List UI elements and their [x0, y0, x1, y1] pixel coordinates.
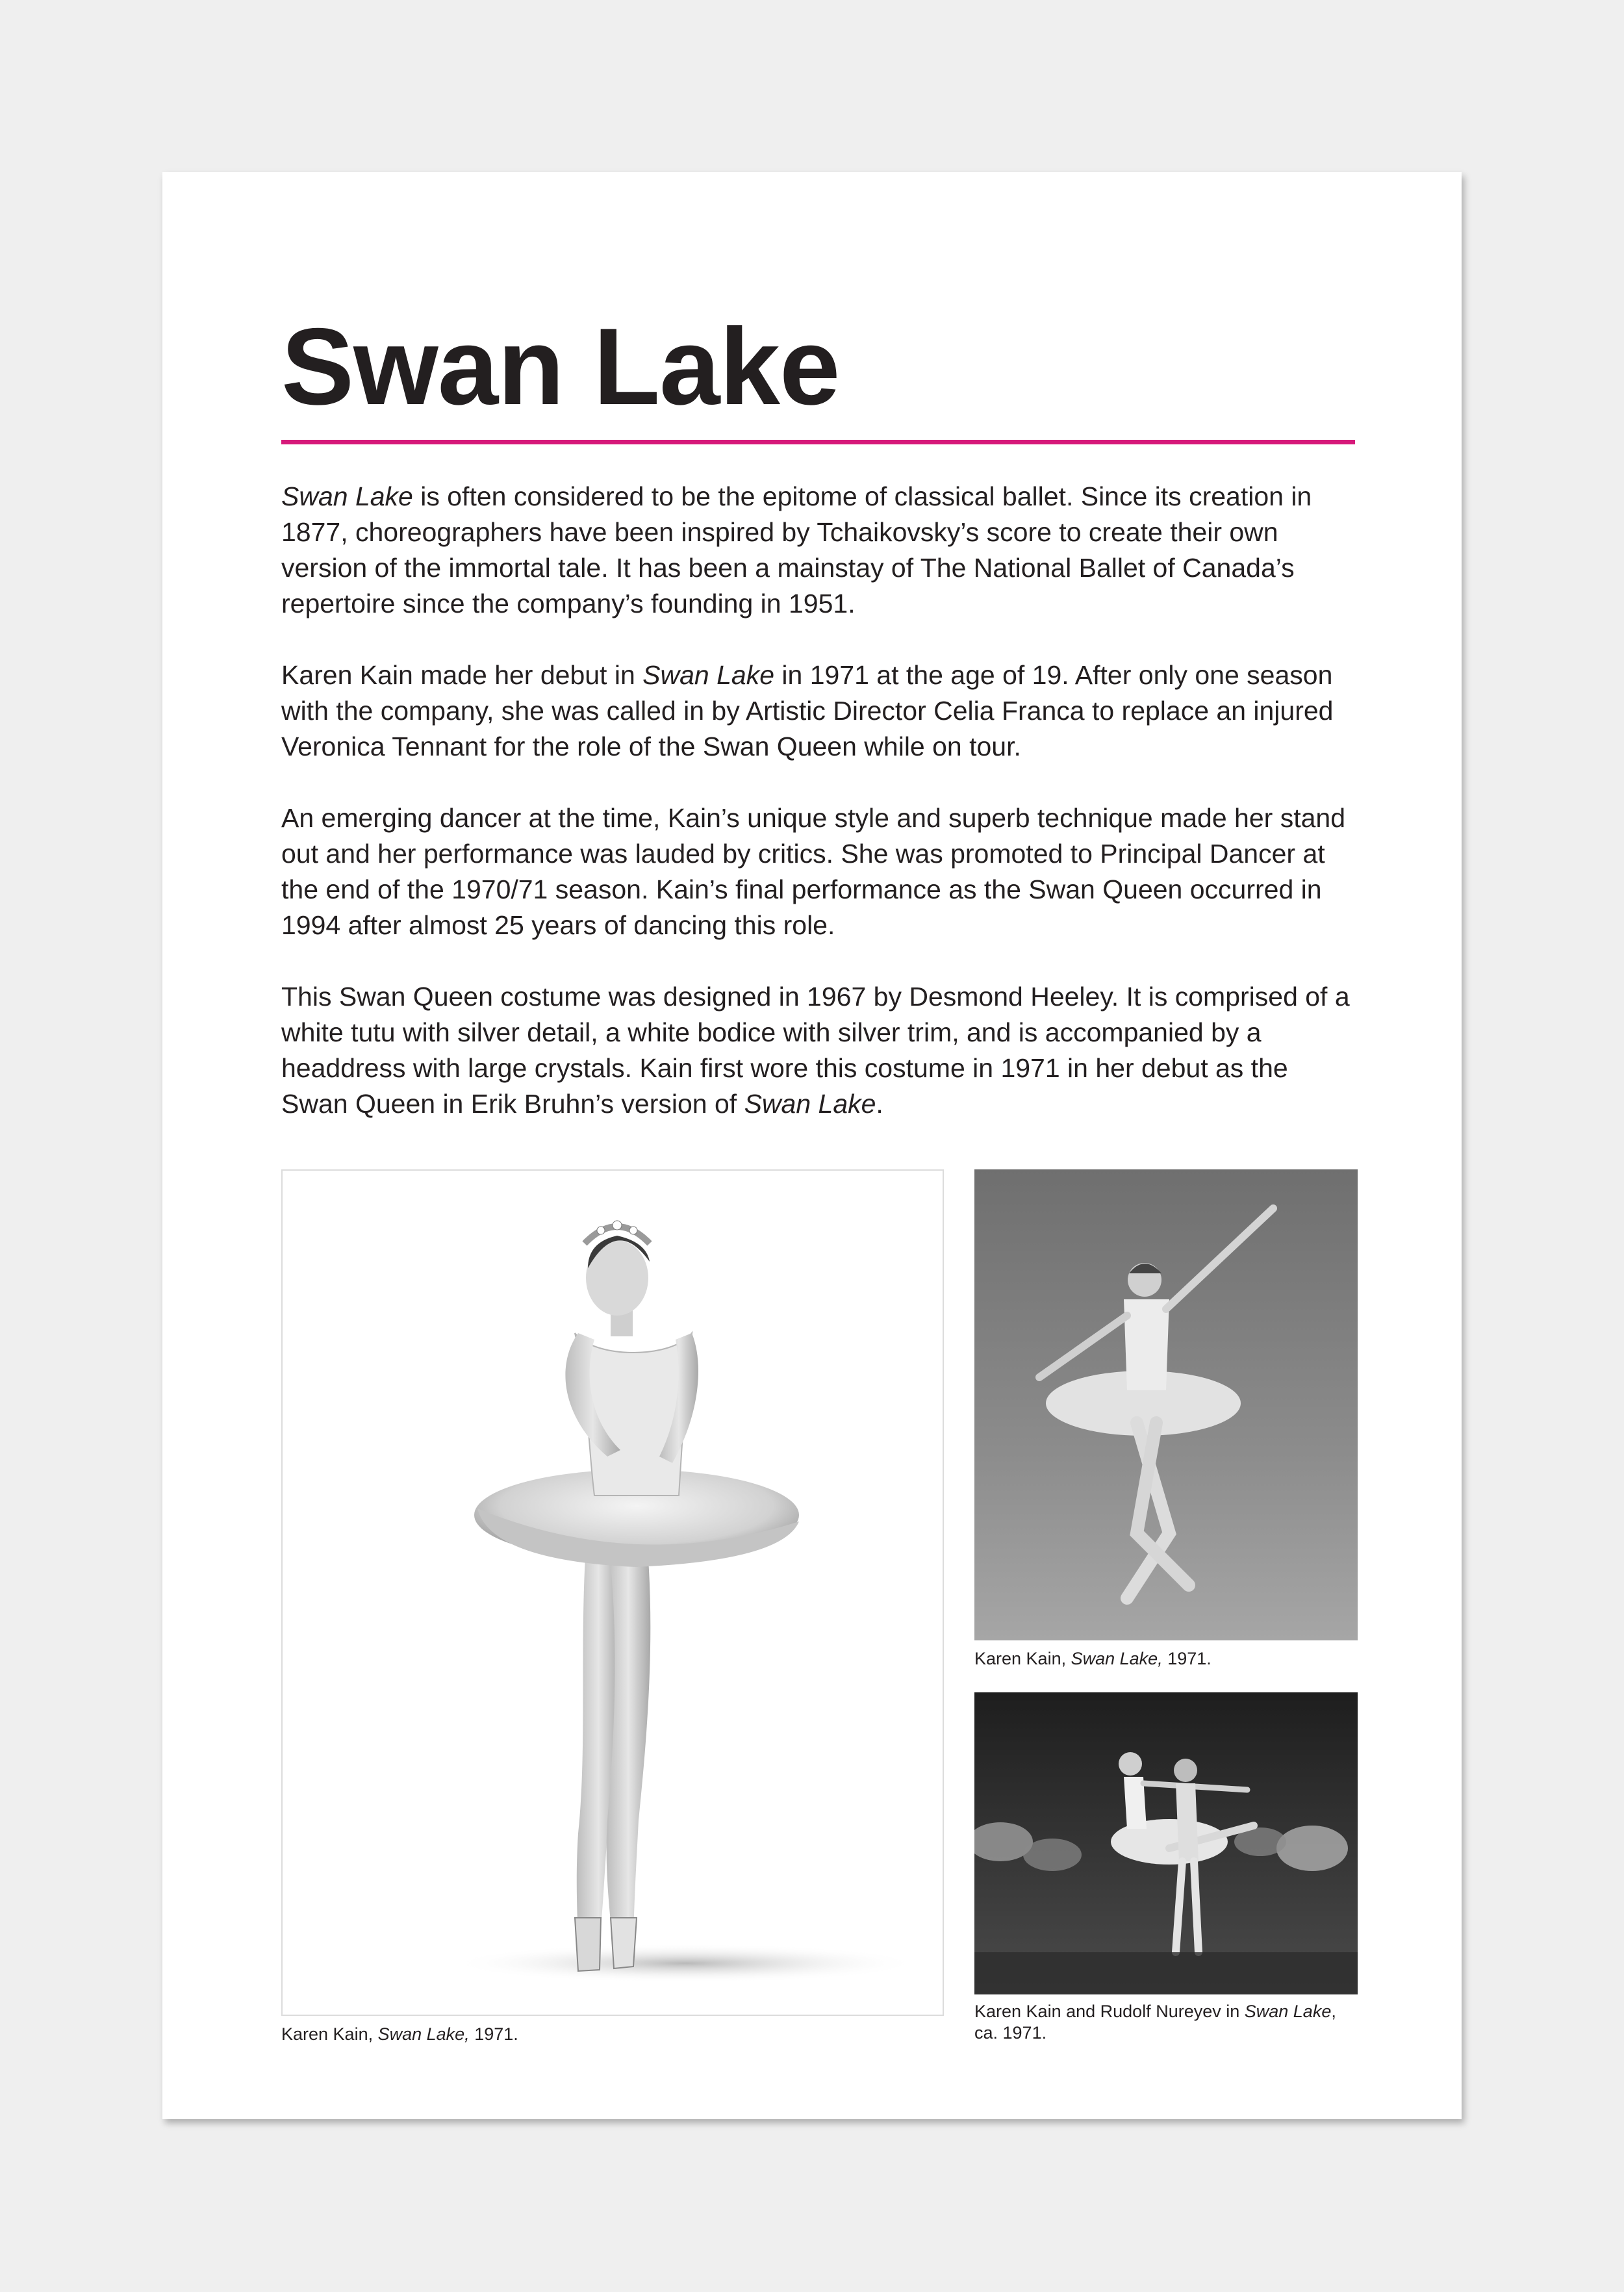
paragraph-text: .	[876, 1089, 883, 1119]
caption-text: Karen Kain,	[974, 1649, 1071, 1668]
caption-text: 1971.	[469, 2024, 518, 2044]
italic-title: Swan Lake	[642, 660, 775, 690]
caption-bottom-photo	[974, 2001, 1364, 2044]
caption-main-photo	[281, 2024, 518, 2045]
photo-kain-nureyev	[974, 1692, 1358, 1994]
stage-performance-image	[974, 1692, 1358, 1994]
caption-italic: Swan Lake,	[377, 2024, 470, 2044]
paragraph-text: in 1971 at the age of 19. After only one season with the company, she was called in by Artistic Director Celia Franca to replace an injured Veronica Tennant for the role of the Swan Queen while on tour.	[281, 660, 1334, 761]
ballerina-pose-image	[974, 1169, 1358, 1640]
paragraph-2	[281, 657, 1360, 765]
paragraph-3	[281, 800, 1360, 943]
photo-karen-kain-arabesque	[974, 1169, 1358, 1640]
photo-karen-kain-portrait	[281, 1169, 944, 2016]
page-title: Swan Lake	[281, 305, 840, 427]
paragraph-4	[281, 979, 1360, 1122]
italic-title: Swan Lake	[281, 481, 413, 511]
body-text	[281, 479, 1360, 1158]
paragraph-text: An emerging dancer at the time, Kain’s unique style and superb technique made her stand out and her performance was lauded by critics. She was promoted to Principal Dancer at the end of the 1970/71 season. Kain’s final performance as the Swan Queen occurred in 1994 after almost 25 years of dancing this role.	[281, 803, 1345, 940]
caption-italic: Swan Lake	[1244, 2002, 1332, 2021]
caption-text: , ca. 1971.	[974, 2002, 1336, 2043]
paragraph-text: This Swan Queen costume was designed in 1967 by Desmond Heeley. It is comprised of a white tutu with silver detail, a white bodice with silver trim, and is accompanied by a headdress with large crystals. Kain first wore this costume in 1971 in her debut as the Swan Queen in Erik Bruhn’s version of	[281, 982, 1350, 1119]
paragraph-1	[281, 479, 1360, 622]
paragraph-text: Karen Kain made her debut in	[281, 660, 643, 690]
caption-text: 1971.	[1162, 1649, 1212, 1668]
ballerina-portrait-image	[283, 1171, 943, 2015]
italic-title: Swan Lake	[744, 1089, 876, 1119]
paragraph-text: is often considered to be the epitome of classical ballet. Since its creation in 1877, choreographers have been inspired by Tchaikovsky’s score to create their own version of the immortal tale. It has been a mainstay of The National Ballet of Canada’s repertoire since the company’s founding in 1951.	[281, 481, 1312, 618]
caption-italic: Swan Lake,	[1071, 1649, 1163, 1668]
title-underline-rule	[281, 440, 1355, 444]
exhibit-panel	[162, 172, 1462, 2119]
caption-text: Karen Kain,	[281, 2024, 378, 2044]
caption-top-photo	[974, 1648, 1212, 1670]
caption-text: Karen Kain and Rudolf Nureyev in	[974, 2002, 1245, 2021]
